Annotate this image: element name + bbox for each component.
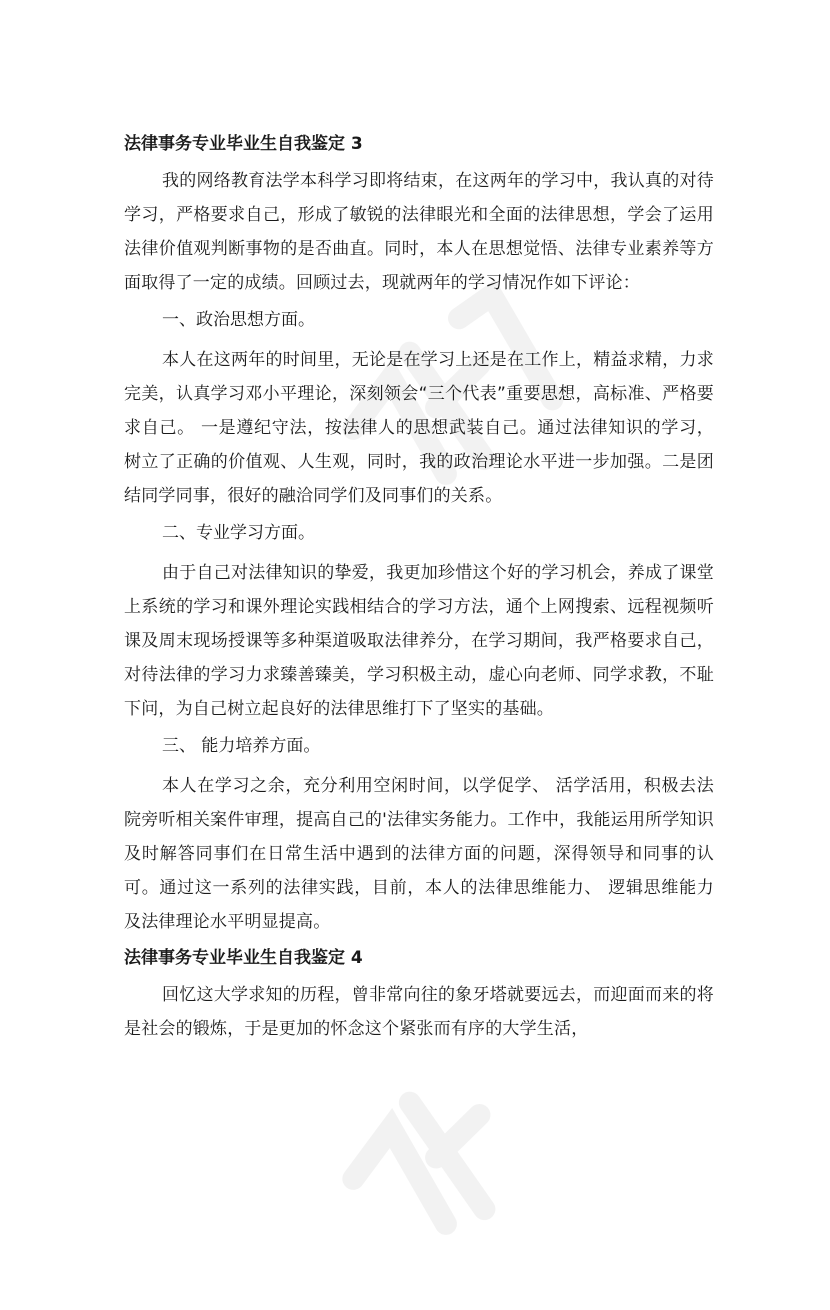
intro-paragraph: 回忆这大学求知的历程，曾非常向往的象牙塔就要远去，而迎面而来的将是社会的锻炼，于是更加的怀念这个紧张而有序的大学生活，	[124, 985, 714, 1039]
part-paragraph: 本人在这两年的时间里，无论是在学习上还是在工作上，精益求精，力求完美，认真学习邓小平理论，深刻领会“三个代表”重要思想，高标准、严格要求自己。 一是遵纪守法，按法律人的思想武装自己。通过法律知识的学习，树立了正确的价值观、人生观，同时，我的政治理论水平进一步加强。二是团结同学同事，很好的融洽同学们及同事们的关系。	[124, 350, 714, 506]
intro-paragraph: 我的网络教育法学本科学习即将结束，在这两年的学习中，我认真的对待学习，严格要求自己，形成了敏锐的法律眼光和全面的法律思想，学会了运用法律价值观判断事物的是否曲直。同时，本人在思想觉悟、法律专业素养等方面取得了一定的成绩。回顾过去，现就两年的学习情况作如下评论：	[124, 171, 714, 293]
part-paragraph: 由于自己对法律知识的挚爱，我更加珍惜这个好的学习机会，养成了课堂上系统的学习和课外理论实践相结合的学习方法，通个上网搜索、远程视频听课及周末现场授课等多种渠道吸取法律养分，在学习期间，我严格要求自己，对待法律的学习力求臻善臻美，学习积极主动，虚心向老师、同学求教，不耻下问，为自己树立起良好的法律思维打下了坚实的基础。	[124, 563, 714, 719]
part-paragraph: 本人在学习之余，充分利用空闲时间，以学促学、 活学活用，积极去法院旁听相关案件审理，提高自己的'法律实务能力。工作中，我能运用所学知识及时解答同事们在日常生活中遇到的法律方面的问题，深得领导和同事的认可。通过这一系列的法律实践，目前，本人的法律思维能力、 逻辑思维能力及法律理论水平明显提高。	[124, 776, 714, 932]
document-content	[124, 128, 714, 1049]
section-title: 法律事务专业毕业生自我鉴定 3	[124, 134, 363, 154]
watermark-logo	[300, 1010, 600, 1310]
part-heading: 一、政治思想方面。	[162, 310, 315, 330]
part-heading: 二、专业学习方面。	[162, 523, 315, 543]
part-heading: 三、 能力培养方面。	[162, 736, 321, 756]
section-title: 法律事务专业毕业生自我鉴定 4	[124, 948, 363, 968]
